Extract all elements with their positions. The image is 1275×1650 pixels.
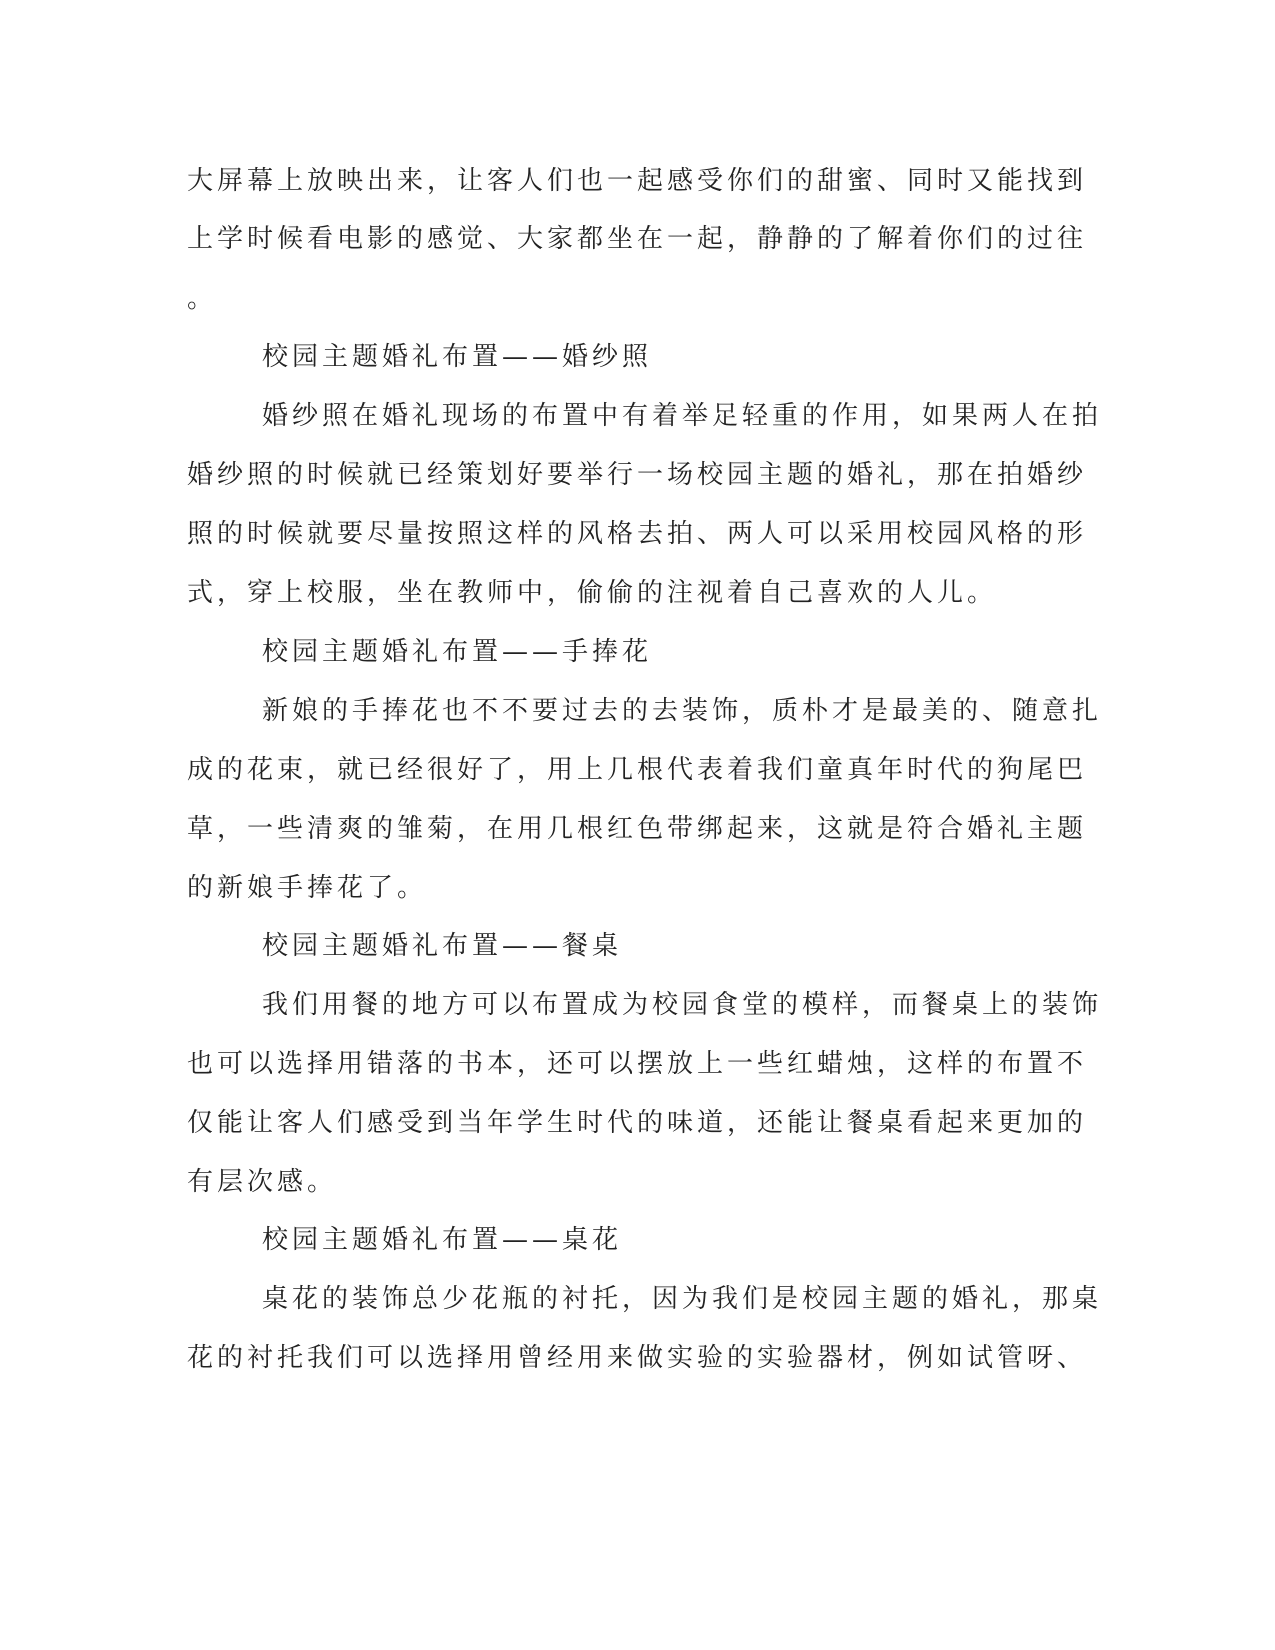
paragraph-line: 大屏幕上放映出来，让客人们也一起感受你们的甜蜜、同时又能找到: [187, 166, 1088, 196]
paragraph-line: 也可以选择用错落的书本，还可以摆放上一些红蜡烛，这样的布置不: [187, 1049, 1088, 1079]
paragraph-line: 新娘的手捧花也不不要过去的去装饰，质朴才是最美的、随意扎: [262, 696, 1103, 726]
section-heading: 校园主题婚礼布置——桌花: [262, 1225, 623, 1255]
paragraph-line: 桌花的装饰总少花瓶的衬托，因为我们是校园主题的婚礼，那桌: [262, 1284, 1103, 1314]
paragraph-line: 草，一些清爽的雏菊，在用几根红色带绑起来，这就是符合婚礼主题: [187, 814, 1088, 844]
paragraph-line: 成的花束，就已经很好了，用上几根代表着我们童真年时代的狗尾巴: [187, 755, 1088, 785]
paragraph-line: 仅能让客人们感受到当年学生时代的味道，还能让餐桌看起来更加的: [187, 1108, 1088, 1138]
paragraph-line: 式，穿上校服，坐在教师中，偷偷的注视着自己喜欢的人儿。: [187, 578, 998, 608]
paragraph-line: 有层次感。: [187, 1167, 338, 1197]
paragraph-line: 。: [187, 284, 218, 314]
section-heading: 校园主题婚礼布置——餐桌: [262, 931, 623, 961]
paragraph-line: 婚纱照的时候就已经策划好要举行一场校园主题的婚礼，那在拍婚纱: [187, 460, 1088, 490]
paragraph-line: 的新娘手捧花了。: [187, 873, 428, 903]
paragraph-line: 花的衬托我们可以选择用曾经用来做实验的实验器材，例如试管呀、: [187, 1343, 1088, 1373]
paragraph-line: 我们用餐的地方可以布置成为校园食堂的模样，而餐桌上的装饰: [262, 990, 1103, 1020]
paragraph-line: 婚纱照在婚礼现场的布置中有着举足轻重的作用，如果两人在拍: [262, 401, 1103, 431]
section-heading: 校园主题婚礼布置——婚纱照: [262, 342, 653, 372]
paragraph-line: 上学时候看电影的感觉、大家都坐在一起，静静的了解着你们的过往: [187, 224, 1088, 254]
section-heading: 校园主题婚礼布置——手捧花: [262, 637, 653, 667]
paragraph-line: 照的时候就要尽量按照这样的风格去拍、两人可以采用校园风格的形: [187, 519, 1088, 549]
